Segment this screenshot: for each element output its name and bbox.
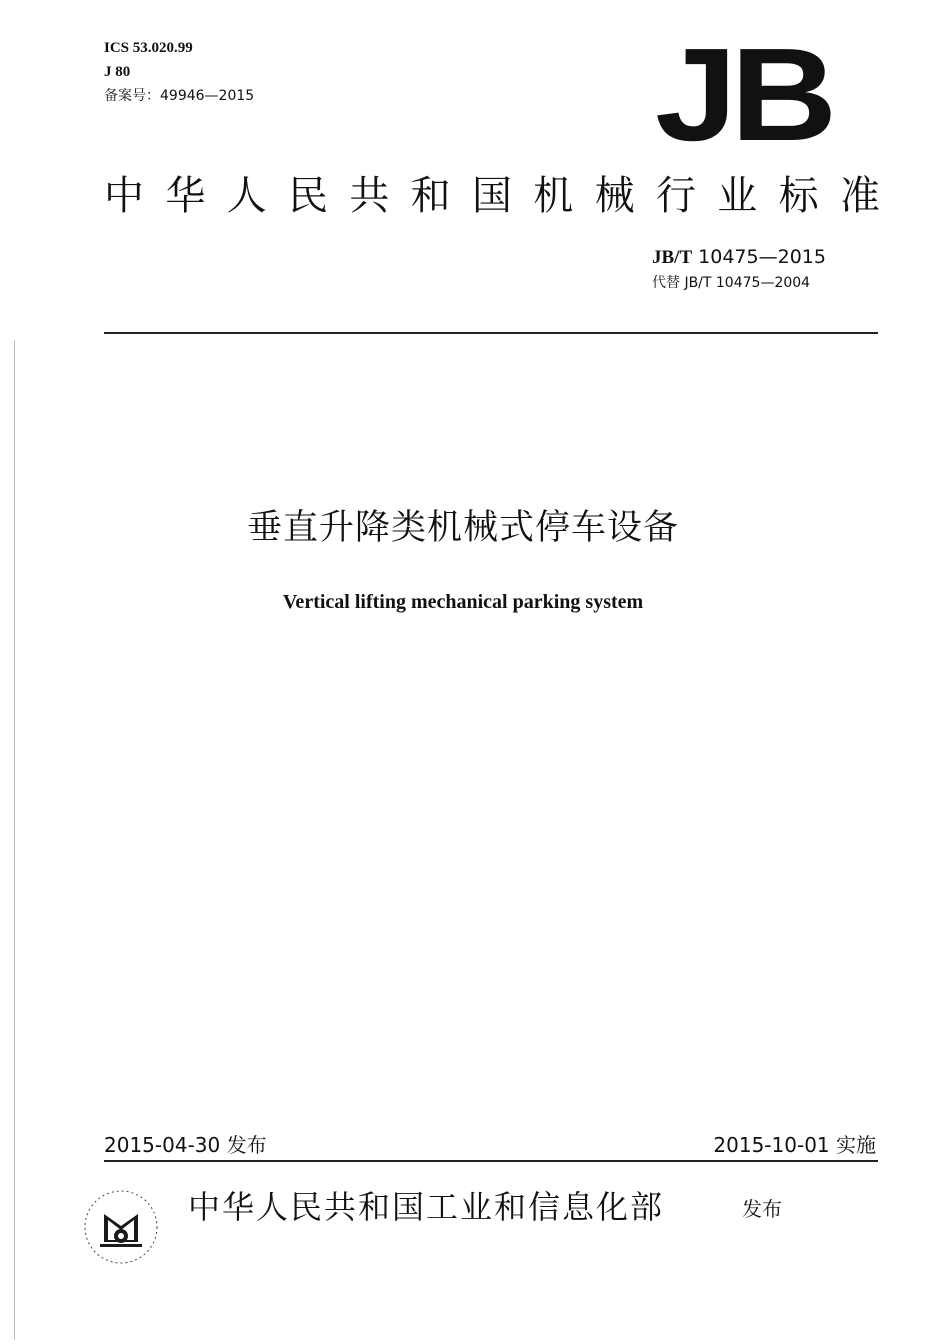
title-char: 标 [778, 173, 819, 219]
classification-block [104, 36, 254, 108]
record-number: 备案号：49946—2015 [104, 88, 255, 104]
standard-number-value: 10475—2015 [698, 246, 826, 268]
title-char: 人 [226, 173, 267, 219]
standard-number-prefix: JB/T [652, 247, 693, 268]
title-char: 准 [839, 173, 880, 219]
title-char: 民 [287, 173, 328, 219]
document-title-en: Vertical lifting mechanical parking system [282, 591, 644, 613]
title-char: 华 [165, 173, 206, 219]
standard-number [652, 244, 826, 271]
title-char: 和 [410, 173, 451, 219]
bottom-divider [104, 1160, 878, 1162]
ics-code: ICS 53.020.99 [104, 40, 193, 56]
effective-date: 2015-10-01 实施 [713, 1133, 876, 1157]
machine-industry-press-emblem-icon [80, 1186, 162, 1268]
replaces-note: 代替 JB/T 10475—2004 [652, 275, 811, 291]
title-char: 业 [717, 173, 758, 219]
issue-date: 2015-04-30 发布 [104, 1133, 267, 1157]
top-divider [104, 332, 878, 334]
title-char: 行 [655, 173, 696, 219]
title-char: 械 [594, 173, 635, 219]
title-char: 中 [104, 173, 144, 219]
title-char: 机 [533, 173, 574, 219]
document-title-cn: 垂直升降类机械式停车设备 [246, 508, 679, 548]
jb-logo: JB [655, 21, 831, 168]
title-char: 共 [349, 173, 390, 219]
ccs-code: J 80 [104, 64, 131, 80]
issuing-authority: 中华人民共和国工业和信息化部 [188, 1188, 665, 1226]
publish-label: 发布 [742, 1197, 782, 1221]
title-char: 国 [471, 173, 512, 219]
scan-edge-line [14, 340, 15, 1340]
standard-category-title [104, 168, 880, 224]
